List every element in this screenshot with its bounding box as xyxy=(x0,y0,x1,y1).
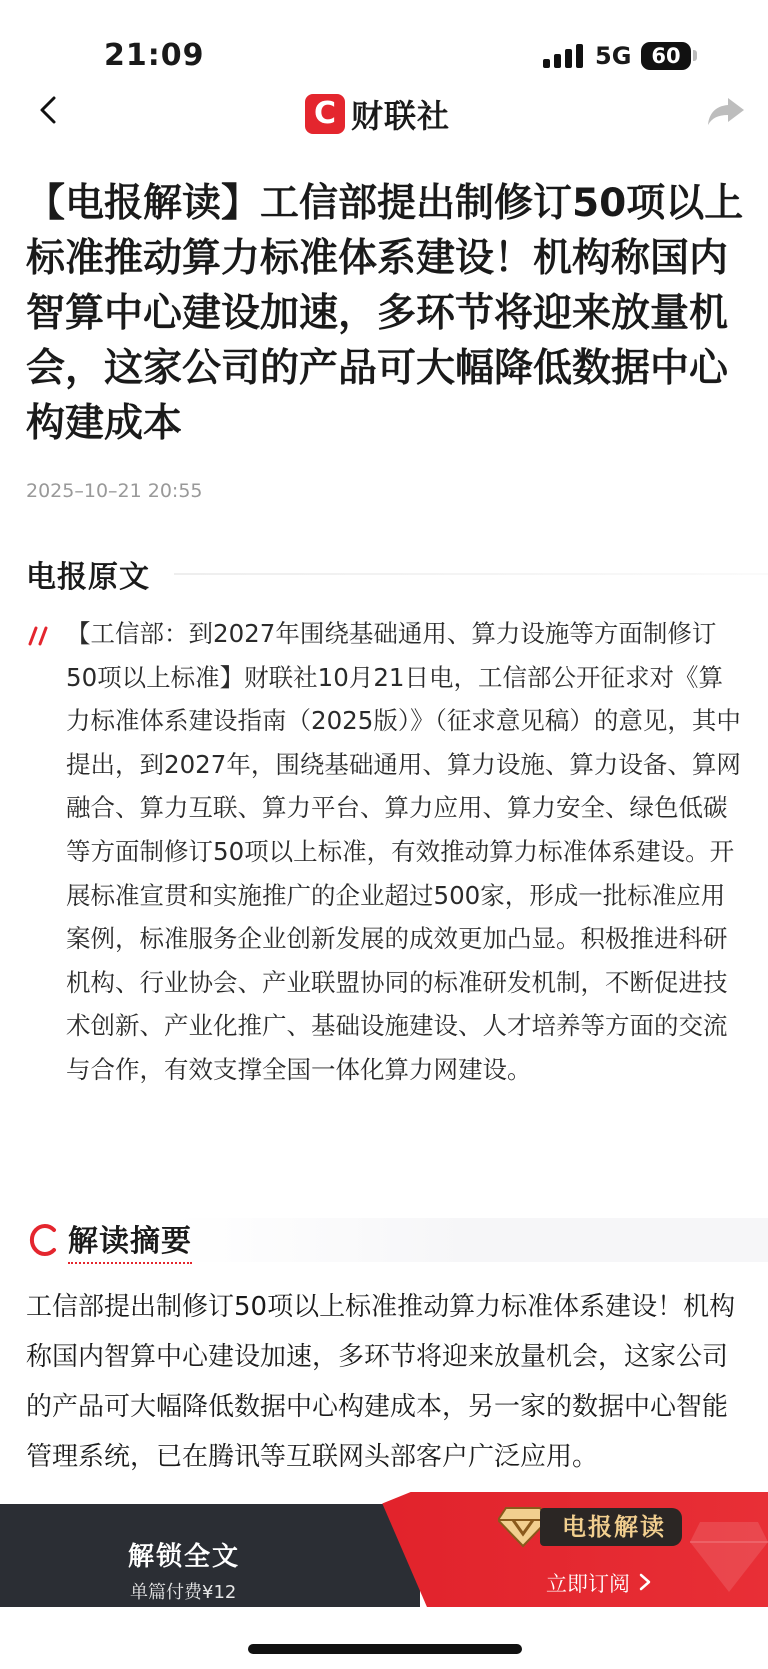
article-timestamp: 2025–10–21 20:55 xyxy=(26,480,203,502)
status-bar xyxy=(0,0,768,88)
section-divider xyxy=(174,573,768,575)
battery-icon xyxy=(641,42,691,70)
app-logo xyxy=(305,92,450,136)
summary-section-header xyxy=(26,1218,768,1262)
telegraph-badge: 电报解读 xyxy=(540,1508,682,1546)
logo-mark: C xyxy=(305,94,345,134)
quote-icon xyxy=(28,626,50,646)
summary-body: 工信部提出制修订50项以上标准推动算力标准体系建设！机构称国内智算中心建设加速，多环节将迎来放量机会，这家公司的产品可大幅降低数据中心构建成本，另一家的数据中心智能管理系统，已在腾讯等互联网头部客户广泛应用。 xyxy=(26,1292,736,1472)
battery-level: 60 xyxy=(651,44,681,68)
chevron-right-icon xyxy=(638,1572,652,1592)
diamond-watermark-icon xyxy=(690,1502,768,1602)
subscribe-label: 立即订阅 xyxy=(546,1572,630,1596)
paywall-bar xyxy=(0,1492,768,1607)
unlock-full-text-button[interactable] xyxy=(0,1504,420,1607)
c-logo-icon xyxy=(26,1222,60,1258)
telegraph-body: 【工信部：到2027年围绕基础通用、算力设施等方面制修订50项以上标准】财联社10月21日电，工信部公开征求对《算力标准体系建设指南（2025版）》（征求意见稿）的意见，其中提出，到2027年，围绕基础通用、算力设施、算力设备、算网融合、算力互联、算力平台、算力应用、算力安全、绿色低碳等方面制修订50项以上标准，有效推动算力标准体系建设。开展标准宣贯和实施推广的企业超过500家，形成一批标准应用案例，标准服务企业创新发展的成效更加凸显。积极推进科研机构、行业协会、产业联盟协同的标准研发机制，不断促进技术创新、产业化推广、基础设施建设、人才培养等方面的交流与合作，有效支撑全国一体化算力网建设。 xyxy=(66,619,741,1084)
price-label: 单篇付费¥12 xyxy=(130,1582,237,1603)
telegraph-section-header xyxy=(26,554,768,594)
network-label: 5G xyxy=(595,42,632,70)
share-icon[interactable] xyxy=(706,94,746,128)
summary-heading: 解读摘要 xyxy=(68,1216,192,1264)
battery-cap xyxy=(693,50,697,61)
home-indicator[interactable] xyxy=(248,1644,522,1654)
signal-icon xyxy=(543,44,585,68)
telegraph-heading: 电报原文 xyxy=(26,560,150,595)
logo-text: 财联社 xyxy=(351,97,451,135)
back-icon[interactable] xyxy=(30,90,70,130)
article-title: 【电报解读】工信部提出制修订50项以上标准推动算力标准体系建设！机构称国内智算中心建设加速，多环节将迎来放量机会，这家公司的产品可大幅降低数据中心构建成本 xyxy=(26,181,744,446)
status-time: 21:09 xyxy=(104,38,205,73)
unlock-label: 解锁全文 xyxy=(128,1542,241,1572)
